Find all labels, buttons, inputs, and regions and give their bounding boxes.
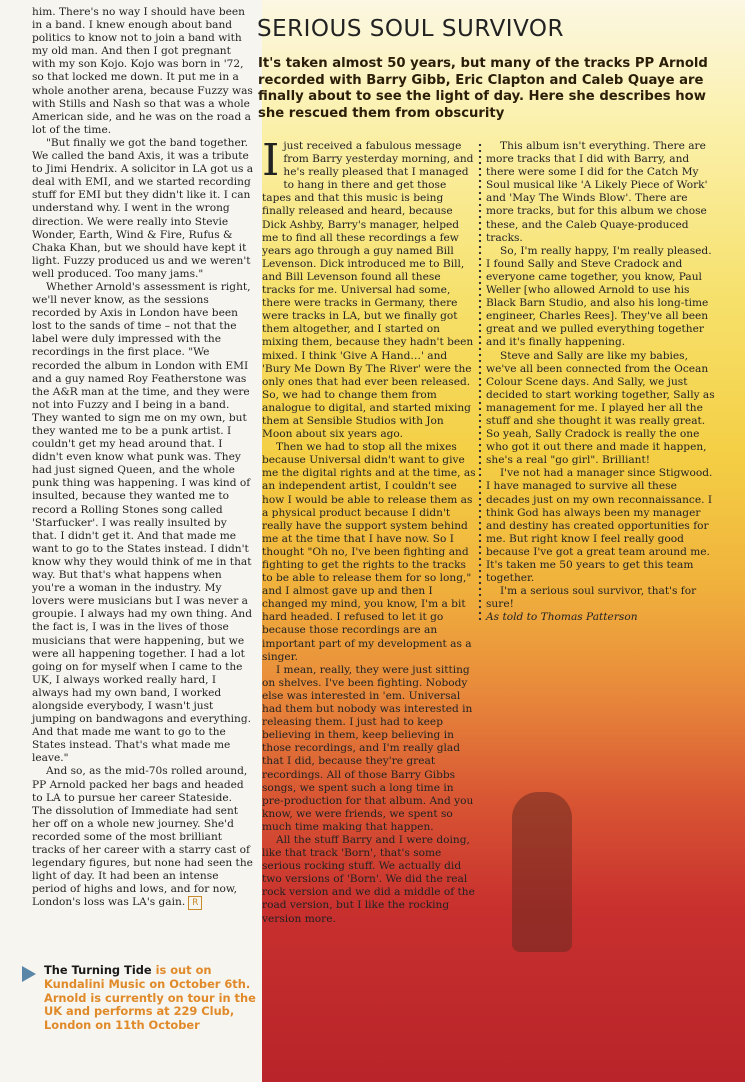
release-info-text: is out on Kundalini Music on October 6th. Arnold is currently on tour in the UK and performs at 229 Club, London on 11th October — [44, 963, 256, 1033]
col1-para — [32, 765, 254, 910]
col3-para: Steve and Sally are like my babies, we've all been connected from the Ocean Colour Scene days. And Sally, we just decided to start working together, Sally as management for me. I played her all the stuff and she thought it was really great. So yeah, Sally Cradock is really the one who got it out there and made it happen, she's a real "go girl". Brilliant! — [486, 349, 715, 467]
woman-silhouette-image — [512, 792, 572, 952]
article-title: SERIOUS SOUL SURVIVOR — [257, 16, 564, 42]
col1-para: him. There's no way I should have been in a band. I knew enough about band politics to know not to join a band with my old man. And then I got pregnant with my son Kojo. Kojo was born in '72, so that locked me down. It put me in a whole another arena, because Fuzzy was with Stills and Nash so that was a whole American side, and he was on the road a lot of the time. — [32, 6, 253, 136]
col2-para-text: just received a fabulous message from Barry yesterday morning, and he's really pleased that I managed to hang in there and get those tapes and that this music is being finally released and heard, because Dick Ashby, Barry's manager, helped me to find all these recordings a few years ago through a guy named Bill Levenson. Dick introduced me to Bill, and Bill Levenson found all these tracks for me. Universal had some, there were tracks in Germany, there were tracks in LA, but we finally got them altogether, and I started on mixing them, because they hadn't been mixed. I think 'Give A Hand…' and 'Bury Me Down By The River' were the only ones that had ever been released. So, we had to change them from analogue to digital, and started mixing them at Sensible Studios with Jon Moon about six years ago. — [262, 140, 474, 441]
column-3 — [486, 140, 718, 624]
col3-para: This album isn't everything. There are more tracks that I did with Barry, and there were some I did for the Catch My Soul musical like 'A Likely Piece of Work' and 'May The Winds Blow'. There are more tracks, but for this album we chose these, and the Caleb Quaye-produced tracks. — [486, 140, 708, 244]
col1-para-text: And so, as the mid-70s rolled around, PP Arnold packed her bags and headed to LA to pursue her career Stateside. The dissolution of Immediate had sent her off on a whole new journey. She'd recorded some of the most brilliant tracks of her career with a starry cast of legendary figures, but none had seen the light of day. It had been an intense period of highs and lows, and for now, London's loss was LA's gain. — [32, 765, 253, 909]
col2-para: All the stuff Barry and I were doing, like that track 'Born', that's some serious rocking stuff. We actually did two versions of 'Born'. We did the real rock version and we did a middle of the road version, but I like the rocking version more. — [262, 833, 475, 925]
col3-para: So, I'm really happy, I'm really pleased. I found Sally and Steve Cradock and everyone came together, you know, Paul Weller [who allowed Arnold to use his Black Barn Studio, and also his long-time engineer, Charles Rees]. They've all been great and we pulled everything together and it's finally happening. — [486, 244, 712, 349]
end-mark-icon: R — [188, 896, 202, 910]
column-1 — [32, 6, 254, 910]
release-info-box — [44, 964, 259, 1033]
col2-para: I mean, really, they were just sitting on shelves. I've been fighting. Nobody else was interested in 'em. Universal had them but nobody was interested in releasing them. I just had to keep believing in them, keep believing in those recordings, and I'm really glad that I did, because they're great recordings. All of those Barry Gibbs songs, we spent such a long time in pre-production for that album. And you know, we were friends, we spent so much time making that happen. — [262, 663, 474, 833]
col1-para: Whether Arnold's assessment is right, we'll never know, as the sessions recorded by Axis in London have been lost to the sands of time – not that the label were duly impressed with the recordings in the first place. "We recorded the album in London with EMI and a guy named Roy Featherstone was the A&R man at the time, and they were not into Fuzzy and I being in a band. They wanted to sign me on my own, but they wanted me to be a punk artist. I couldn't get my head around that. I didn't even know what punk was. They had just signed Queen, and the whole punk thing was happening. I was kind of insulted, because they wanted me to record a Rolling Stones song called 'Starfucker'. I was really insulted by that. I didn't get it. And that made me want to go to the States instead. I didn't know why they would think of me in that way. But that's what happens when you're a woman in the industry. My lovers were musicians but I was never a groupie. I always had my own thing. And the fact is, I was in the lives of those musicians that were happening, but we were all happening together. I had a lot going on for myself when I came to the UK, I always worked really hard, I always had my own band, I worked alongside everybody, I wasn't just jumping on bandwagons and everything. And that made me want to go to the States instead. That's what made me leave." — [32, 280, 253, 765]
author-credit: As told to Thomas Patterson — [486, 611, 638, 624]
col2-para: Then we had to stop all the mixes because Universal didn't want to give me the digital rights and at the time, as an independent artist, I couldn't see how I would be able to release them as a physical product because I didn't really have the support system behind me at the time that I have now. So I thought "Oh no, I've been fighting and fighting to get the rights to the tracks to be able to release them for so long," and I almost gave up and then I changed my mind, you know, I'm a bit hard headed. I refused to let it go because those recordings are an important part of my development as a singer. — [262, 441, 476, 663]
column-2 — [262, 135, 477, 926]
col2-para — [262, 135, 477, 441]
col3-para: I'm a serious soul survivor, that's for sure! — [486, 585, 697, 611]
col3-para: I've not had a manager since Stigwood. I have managed to survive all these decades just on my own reconnaissance. I think God has always been my manager and destiny has created opportunities for me. But right know I feel really good because I've got a great team around me. It's taken me 50 years to get this team together. — [486, 467, 713, 585]
promo-arrow-icon — [22, 966, 36, 982]
drop-cap: I — [262, 135, 280, 186]
album-title: The Turning Tide — [44, 963, 152, 977]
col1-para: "But finally we got the band together. We called the band Axis, it was a tribute to Jimi Hendrix. A solicitor in LA got us a deal with EMI, and we started recording stuff for EMI but they didn't like it. I can understand why. I went in the wrong direction. We were really into Stevie Wonder, Earth, Wind & Fire, Rufus & Chaka Khan, but we should have kept it light. Fuzzy produced us and we weren't well produced. Too many jams." — [32, 136, 254, 280]
dotted-column-rule — [478, 142, 482, 622]
article-standfirst: It's taken almost 50 years, but many of the tracks PP Arnold recorded with Barry Gibb, Eric Clapton and Caleb Quaye are finally about to see the light of day. Here she describes how she rescued them from obscurity — [258, 56, 708, 121]
